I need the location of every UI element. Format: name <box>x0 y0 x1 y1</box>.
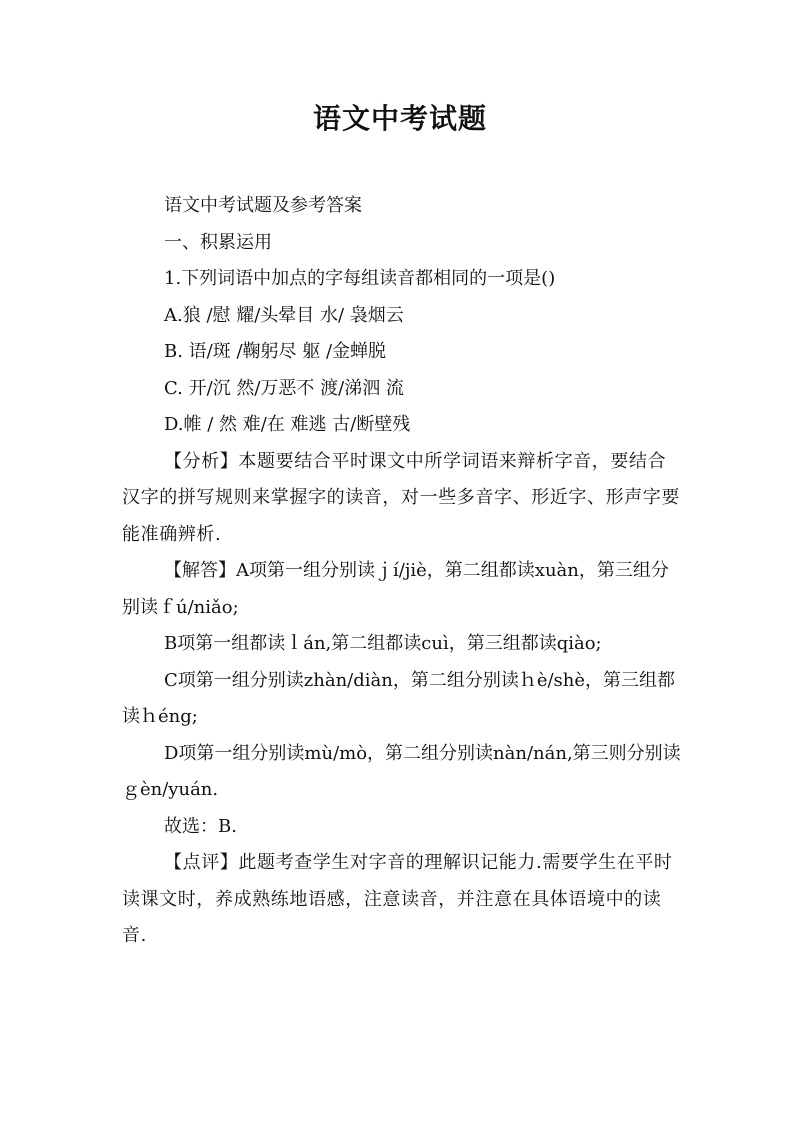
option-d: D.帷 / 然 难/在 难逃 古/断壁残 <box>164 414 411 435</box>
analysis-paragraph: 【分析】本题要结合平时课文中所学词语来辩析字音，要结合汉字的拼写规则来掌握字的读音，对一些多音字、形近字、形声字要能准确辨析. <box>122 450 680 545</box>
comment-paragraph: 【点评】此题考查学生对字音的理解识记能力.需要学生在平时读课文时，养成熟练地语感，注意读音，并注意在具体语境中的读音. <box>122 852 673 946</box>
option-b: B. 语/斑 /鞠躬尽 躯 /金蝉脱 <box>164 341 387 362</box>
option-c: C. 开/沉 然/万恶不 渡/涕泗 流 <box>164 377 404 399</box>
conclusion-line: 故选：B. <box>164 815 237 837</box>
page-title: 语文中考试题 <box>312 102 487 135</box>
option-a: A.狼 /慰 耀/头晕目 水/ 袅烟云 <box>164 304 404 326</box>
answer-paragraph-c: C项第一组分别读zhàn/diàn，第二组分别读ｈè/shè，第三组都读ｈéng; <box>122 669 676 727</box>
section-heading: 一、积累运用 <box>164 231 272 253</box>
answer-paragraph-d: D项第一组分别读mù/mò，第二组分别读nàn/nán,第三则分别读ｇèn/yuán. <box>122 742 681 800</box>
document-body <box>122 188 682 955</box>
answer-paragraph-b: B项第一组都读ｌán,第二组都读cuì，第三组都读qiào; <box>164 633 602 654</box>
subtitle: 语文中考试题及参考答案 <box>164 195 362 216</box>
question-text: 1.下列词语中加点的字每组读音都相同的一项是() <box>164 268 556 289</box>
answer-paragraph-a: 【解答】A项第一组分别读ｊí/jiè，第二组都读xuàn，第三组分别读ｆú/niǎo; <box>122 560 669 618</box>
